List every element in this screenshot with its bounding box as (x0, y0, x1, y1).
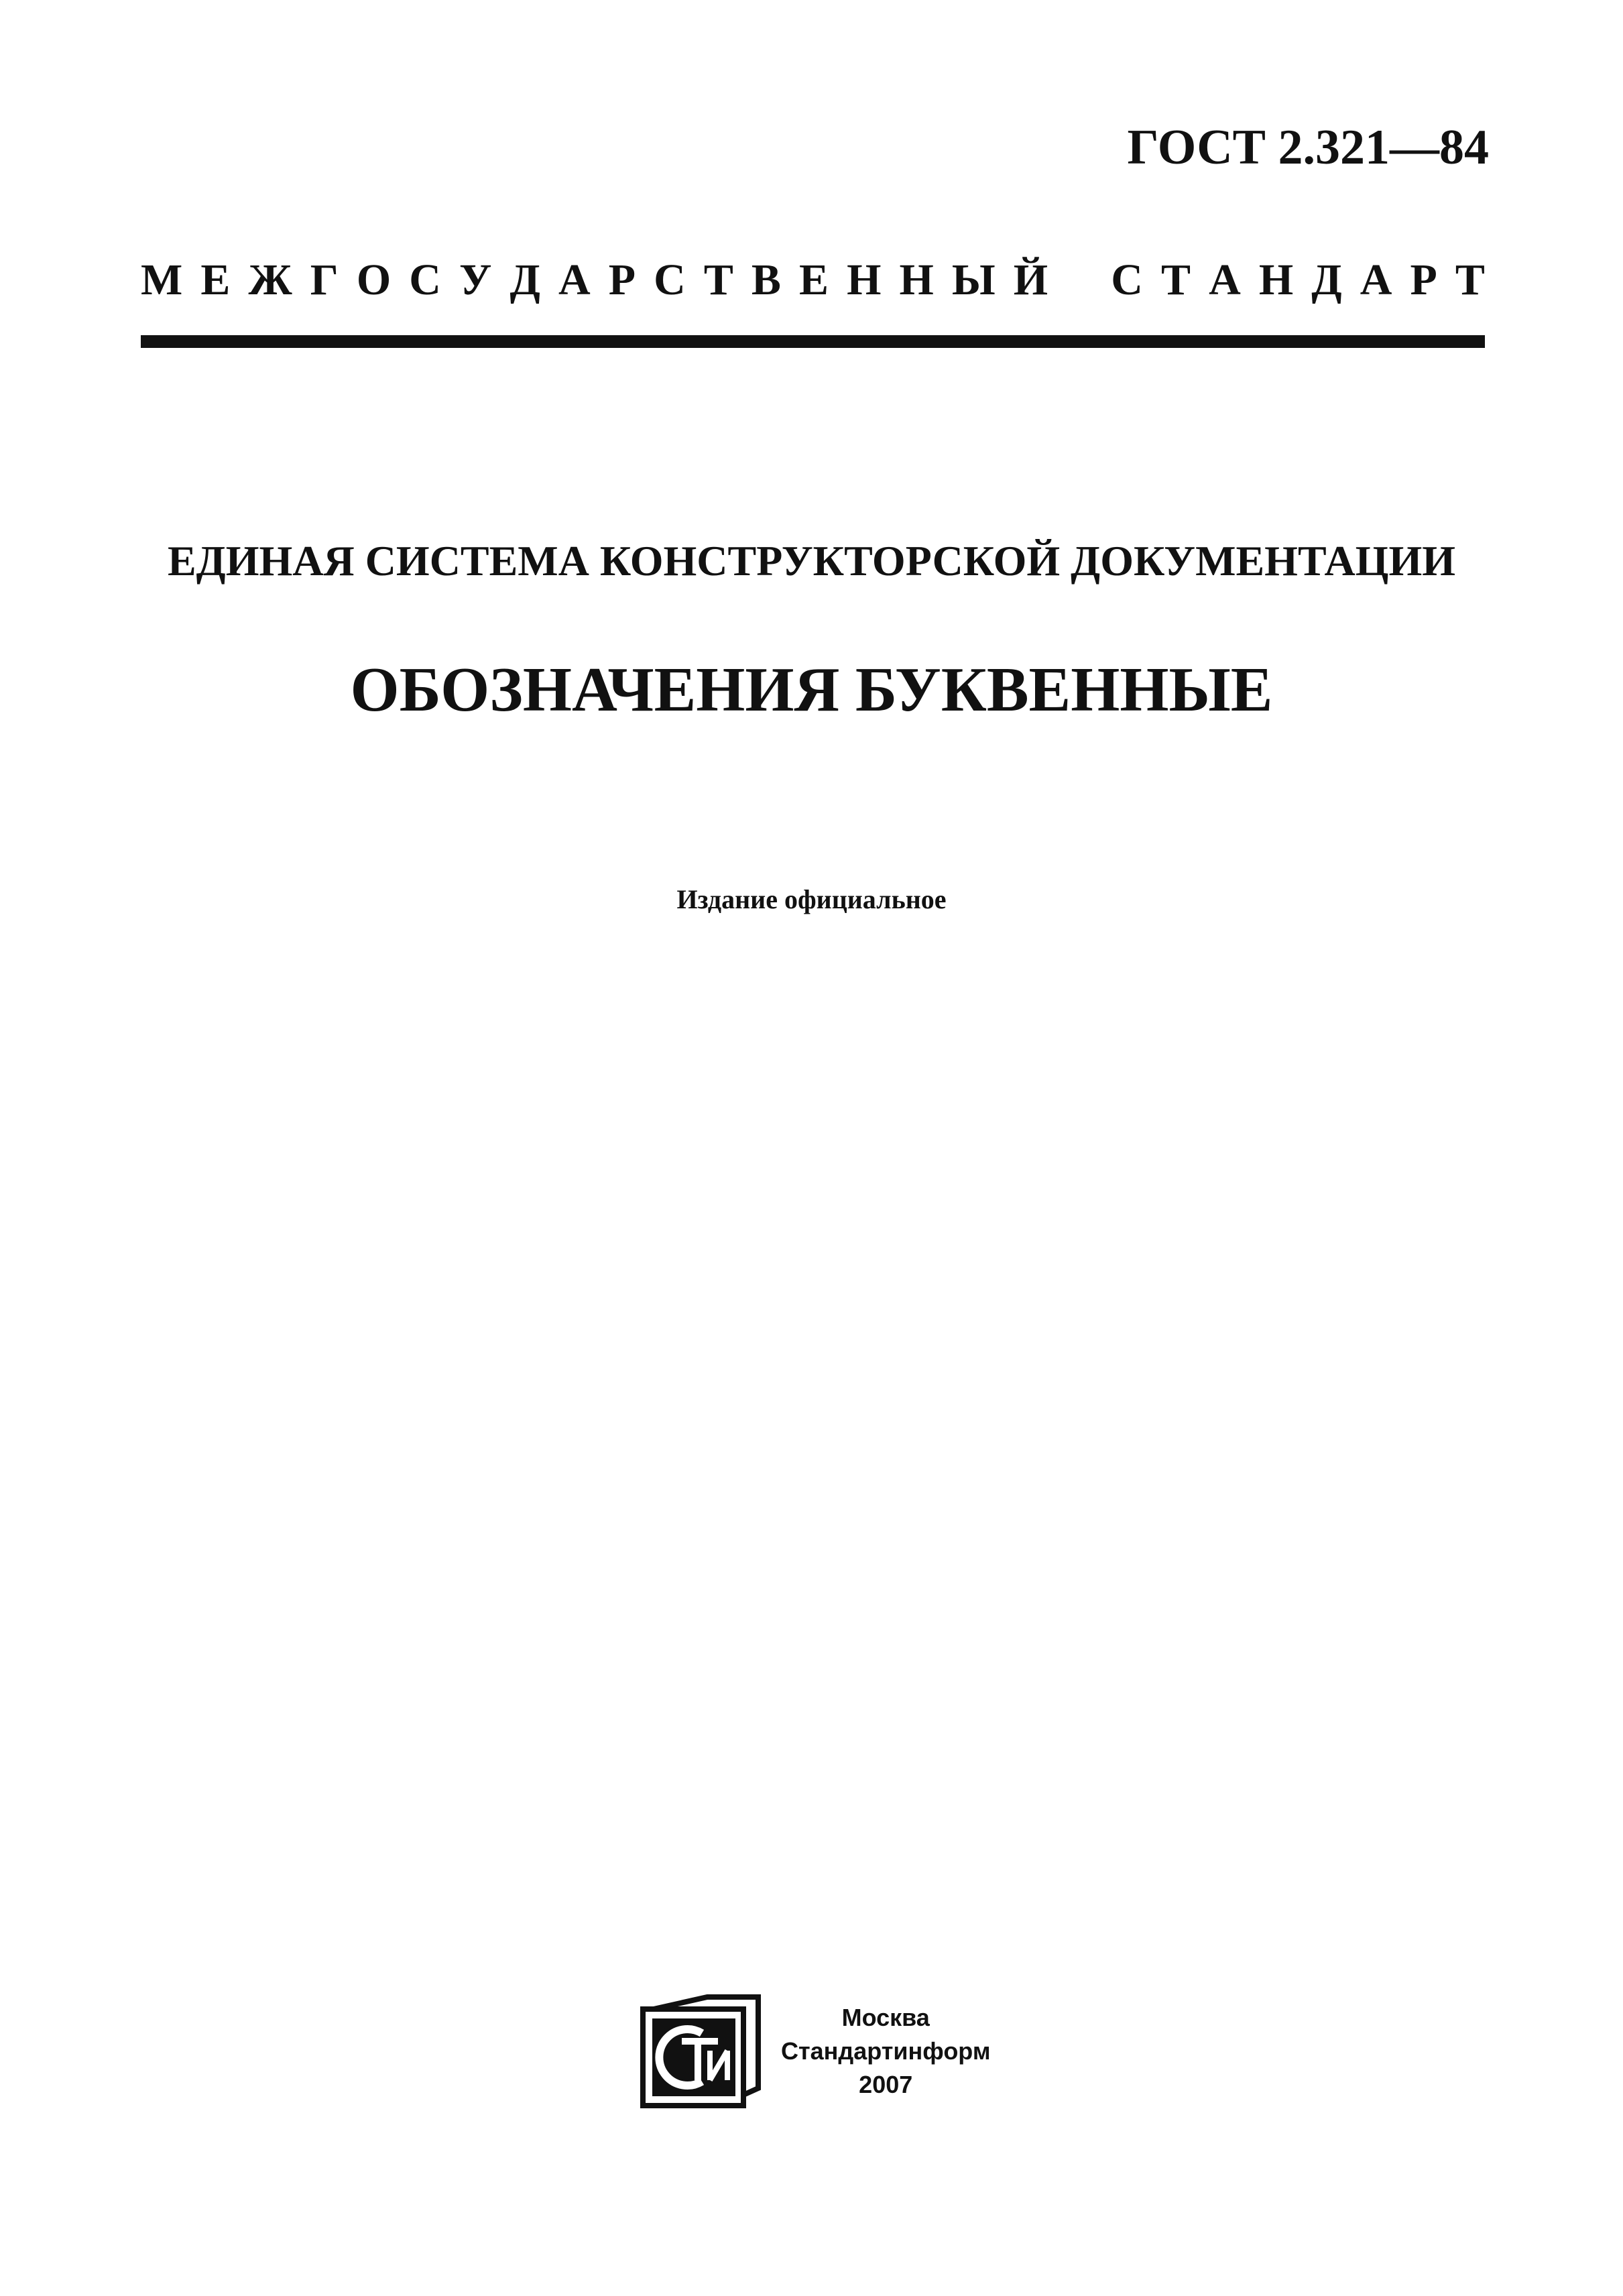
publisher-city: Москва (841, 2004, 930, 2031)
heading-letter: Р (608, 255, 636, 304)
heading-letter: М (141, 255, 183, 304)
heading-letter: Й (1013, 255, 1048, 304)
heading-letter: Т (1455, 255, 1485, 304)
heading-letter: Д (1311, 255, 1342, 304)
heading-letter: Е (799, 255, 829, 304)
main-title: ОБОЗНАЧЕНИЯ БУКВЕННЫЕ (350, 655, 1273, 725)
edition-label: Издание официальное (676, 884, 947, 914)
heading-letter: Д (509, 255, 540, 304)
heading-letter: А (1209, 255, 1241, 304)
heading-letter: С (1111, 255, 1143, 304)
heading-letter: А (558, 255, 591, 304)
heading-letter: А (1360, 255, 1392, 304)
standard-number: ГОСТ 2.321—84 (1127, 120, 1489, 175)
heading-letter: Р (1410, 255, 1437, 304)
publisher-block (640, 2001, 990, 2102)
publisher-year: 2007 (859, 2071, 913, 2098)
imprint (781, 2001, 990, 2102)
heading-letter: Т (1161, 255, 1191, 304)
heading-letter: Н (847, 255, 882, 304)
heading-letter: С (654, 255, 686, 304)
heading-letter: Т (703, 255, 733, 304)
publisher-name: Стандартинформ (781, 2037, 991, 2065)
heading-letter: О (356, 255, 392, 304)
heading-letter: Г (310, 255, 339, 304)
heading-letter: В (751, 255, 781, 304)
heading-letter: Е (200, 255, 231, 304)
standartinform-logo-icon (640, 1994, 761, 2108)
heading-rule (141, 335, 1485, 348)
heading-letter: С (409, 255, 441, 304)
heading-letter: У (459, 255, 492, 304)
heading-letter: Ж (248, 255, 292, 304)
heading-letter: Н (1258, 255, 1294, 304)
heading-letter: Ы (951, 255, 996, 304)
interstate-standard-heading (141, 255, 1485, 306)
system-title: ЕДИНАЯ СИСТЕМА КОНСТРУКТОРСКОЙ ДОКУМЕНТАЦИИ (167, 537, 1456, 585)
heading-letter: Н (899, 255, 934, 304)
